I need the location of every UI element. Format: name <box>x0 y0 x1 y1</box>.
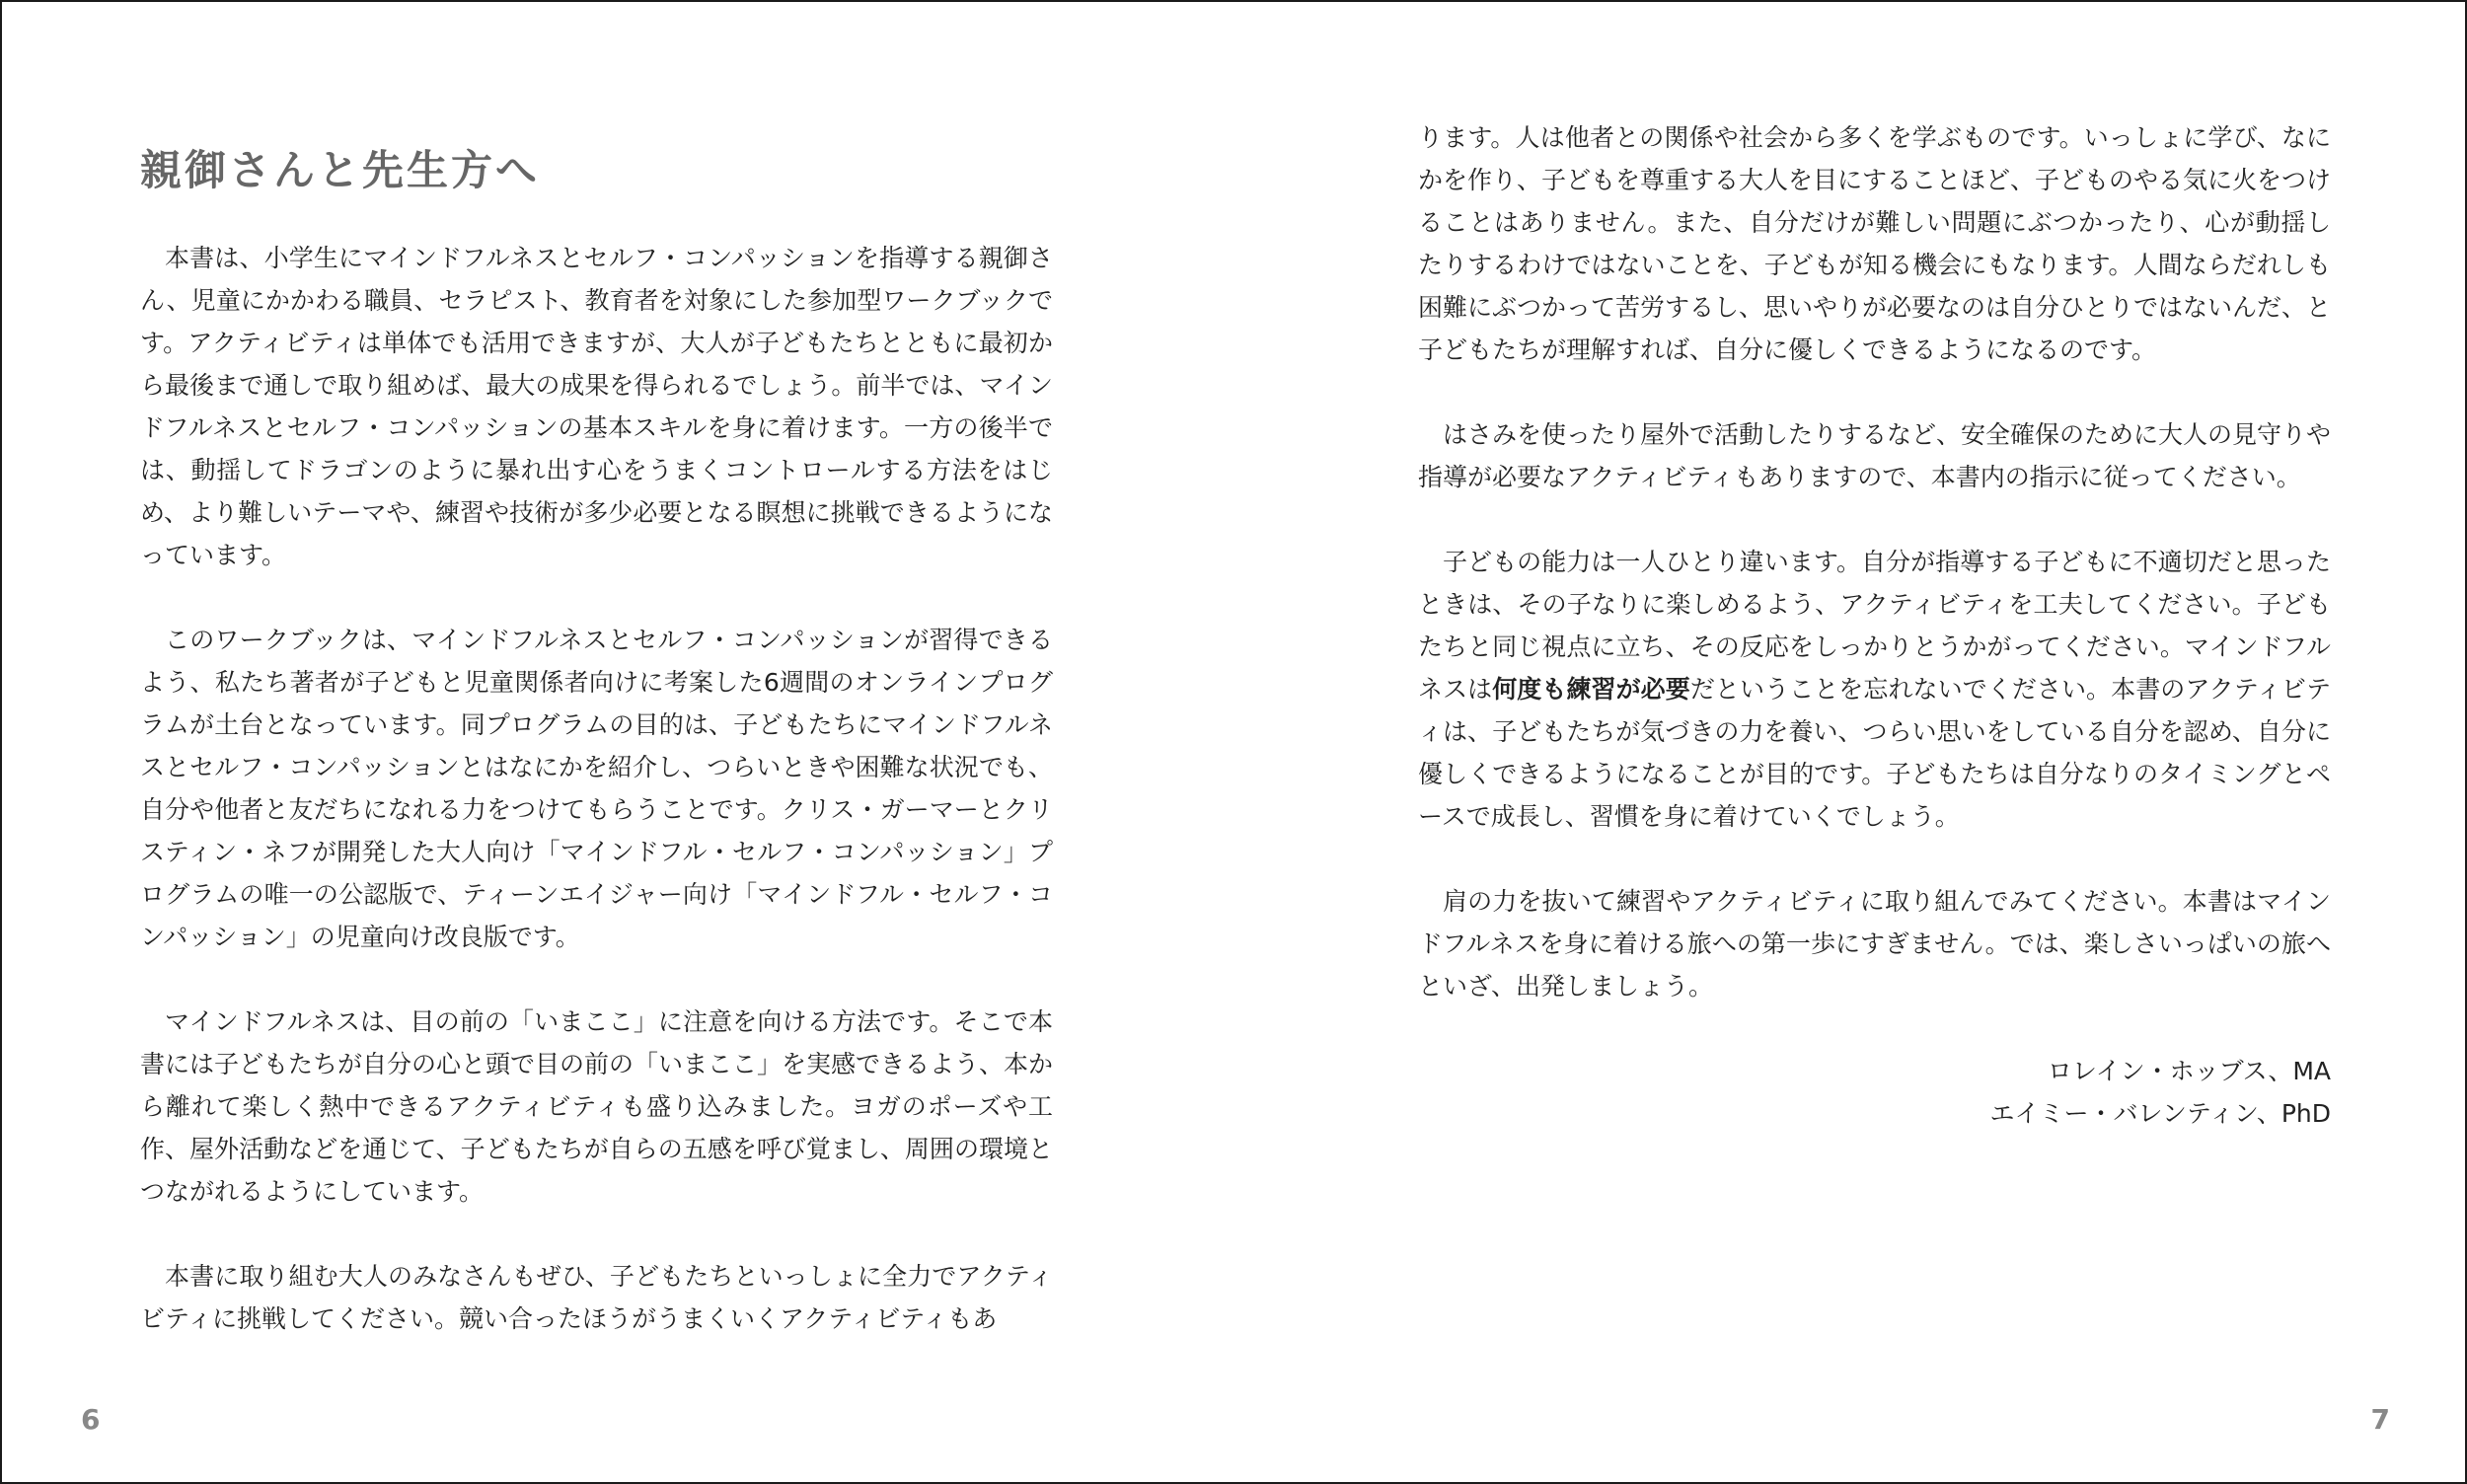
body-paragraph-1: 本書は、小学生にマインドフルネスとセルフ・コンパッションを指導する親御さん、児童にかかわる職員、セラピスト、教育者を対象にした参加型ワークブックです。アクティビティは単体でも活用できますが、大人が子どもたちとともに最初から最後まで通しで取り組めば、最大の成果を得られるでしょう。前半では、マインドフルネスとセルフ・コンパッションの基本スキルを身に着けます。一方の後半では、動揺してドラゴンのように暴れ出す心をうまくコントロールする方法をはじめ、より難しいテーマや、練習や技術が多少必要となる瞑想に挑戦できるようになっています。 <box>140 244 1053 569</box>
safety-paragraph: はさみを使ったり屋外で活動したりするなど、安全確保のために大人の見守りや指導が必要なアクティビティもありますので、本書内の指示に従ってください。 <box>1418 420 2332 491</box>
left-page <box>2 2 1235 1482</box>
author-name-2: エイミー・バレンティン、PhD <box>1989 1099 2331 1128</box>
page-number-left: 6 <box>81 1403 101 1436</box>
page-number-right: 7 <box>2370 1403 2390 1436</box>
ability-paragraph <box>1418 541 2331 838</box>
closing-paragraph: 肩の力を抜いて練習やアクティビティに取り組んでみてください。本書はマインドフルネスを身に着ける旅への第一歩にすぎません。では、楽しさいっぱいの旅へといざ、出発しましょう。 <box>1418 887 2331 1001</box>
ability-text-start: 子どもの能力は一人ひとり違います。自分が指導する子どもに不適切だと思ったときは、その子なりに楽しめるよう、アクティビティを工夫してください。子どもたちと同じ視点に立ち、その反応をしっかりとうかがってください。マインドフルネスは <box>1418 548 2331 704</box>
page-title: 親御さんと先生方へ <box>140 146 541 194</box>
continued-paragraph: ります。人は他者との関係や社会から多くを学ぶものです。いっしょに学び、なにかを作り、子どもを尊重する大人を目にすることほど、子どものやる気に火をつけることはありません。また、自分だけが難しい問題にぶつかったり、心が動揺したりするわけではないことを、子どもが知る機会にもなります。人間ならだれしも困難にぶつかって苦労するし、思いやりが必要なのは自分ひとりではないんだ、と子どもたちが理解すれば、自分に優しくできるようになるのです。 <box>1418 123 2332 364</box>
body-paragraph-2: このワークブックは、マインドフルネスとセルフ・コンパッションが習得できるよう、私たち著者が子どもと児童関係者向けに考案した6週間のオンラインプログラムが土台となっています。同プログラムの目的は、子どもたちにマインドフルネスとセルフ・コンパッションとはなにかを紹介し、つらいときや困難な状況でも、自分や他者と友だちになれる力をつけてもらうことです。クリス・ガーマーとクリスティン・ネフが開発した大人向け「マインドフル・セルフ・コンパッション」プログラムの唯一の公認版で、ティーンエイジャー向け「マインドフル・セルフ・コンパッション」の児童向け改良版です。 <box>140 626 1053 951</box>
right-page-body <box>1418 116 2331 1135</box>
emphasis-text: 何度も練習が必要 <box>1492 675 1690 704</box>
author-name-1: ロレイン・ホッブス、MA <box>2047 1057 2331 1085</box>
ability-text-end: だということを忘れないでください。本書のアクティビティは、子どもたちが気づきの力を養い、つらい思いをしている自分を認め、自分に優しくできるようになることが目的です。子どもたちは自分なりのタイミングとペースで成長し、習慣を身に着けていくでしょう。 <box>1418 675 2331 831</box>
author-signature <box>1418 1050 2331 1135</box>
left-page-body <box>140 237 1053 1340</box>
body-paragraph-4: 本書に取り組む大人のみなさんもぜひ、子どもたちといっしょに全力でアクティビティに挑戦してください。競い合ったほうがうまくいくアクティビティもあ <box>140 1262 1053 1333</box>
body-paragraph-3: マインドフルネスは、目の前の「いまここ」に注意を向ける方法です。そこで本書には子どもたちが自分の心と頭で目の前の「いまここ」を実感できるよう、本から離れて楽しく熱中できるアクティビティも盛り込みました。ヨガのポーズや工作、屋外活動などを通じて、子どもたちが自らの五感を呼び覚まし、周囲の環境とつながれるようにしています。 <box>140 1007 1054 1206</box>
right-page <box>1235 2 2467 1482</box>
